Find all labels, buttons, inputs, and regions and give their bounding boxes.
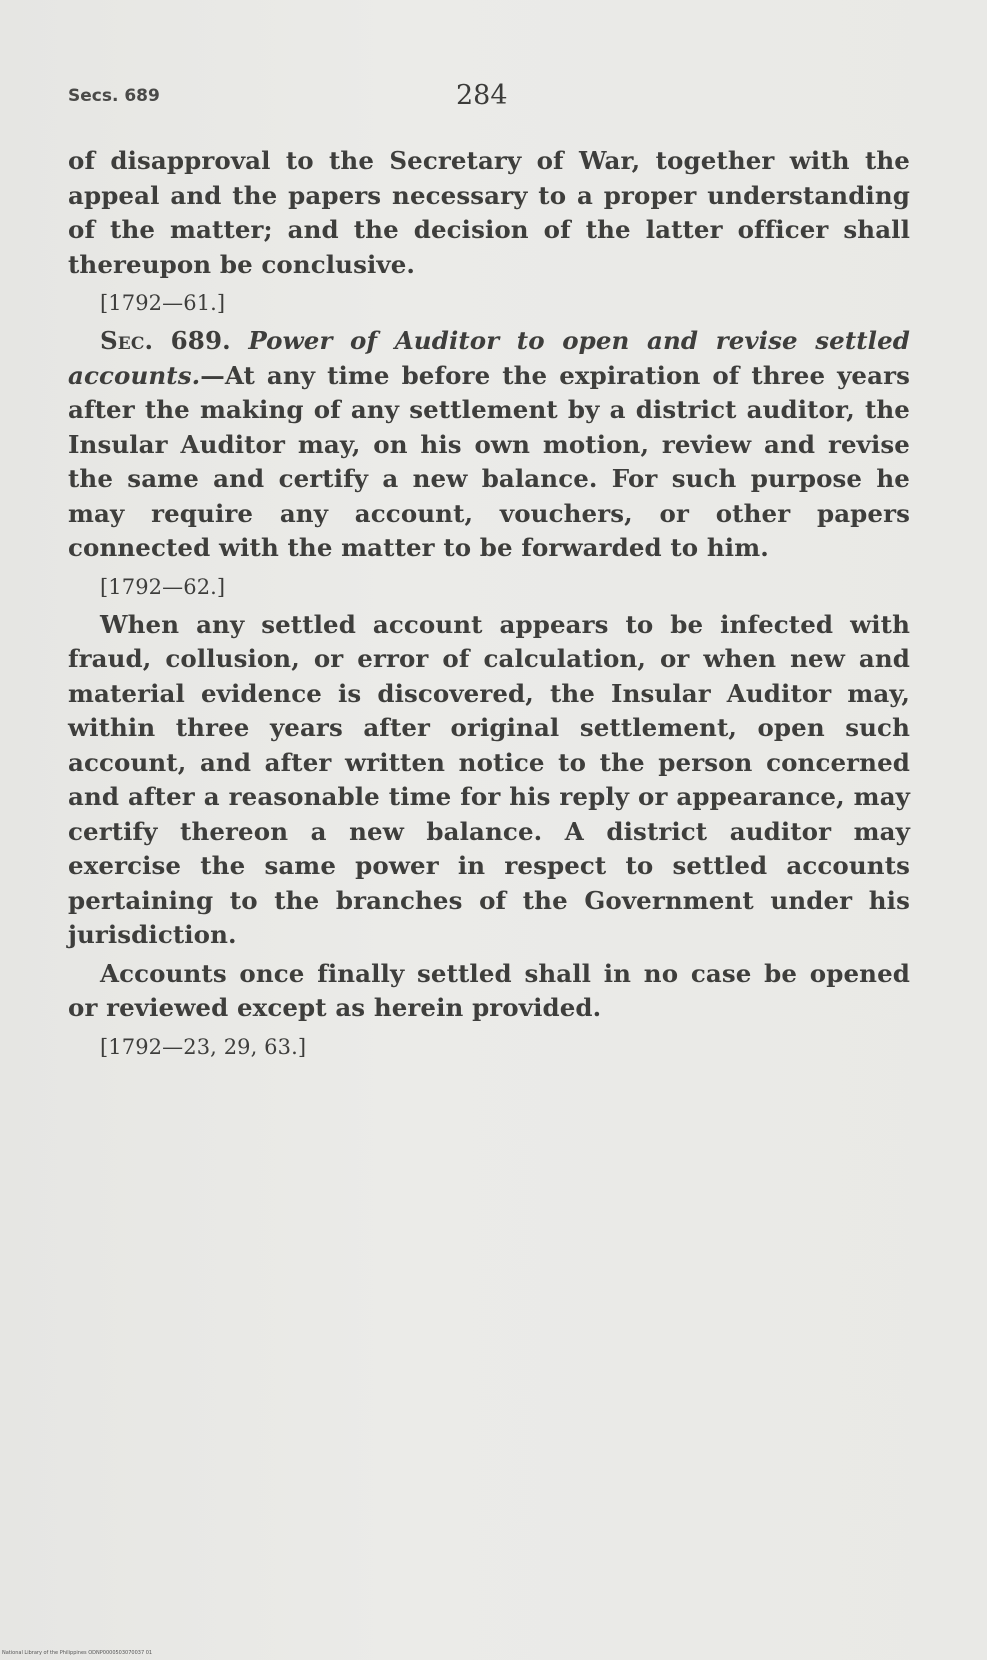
body-text	[68, 144, 910, 1068]
page-number: 284	[456, 80, 508, 111]
page-header	[68, 80, 908, 120]
paragraph-finality: Accounts once finally settled shall in no case be opened or reviewed except as herein provided.	[68, 958, 910, 1022]
citation-reference: [1792—23, 29, 63.]	[100, 1034, 307, 1059]
section-reference: Secs. 689	[68, 86, 160, 106]
section-label: Sec. 689.	[100, 326, 231, 355]
scan-footer-note: National Library of the Philippines ODNP0000503070037 01	[2, 1650, 153, 1656]
section-body: —At any time before the expiration of three years after the making of any settlement by a district auditor, the Insular Auditor may, on his own motion, review and revise the same and certify a new balance. For such purpose he may require any account, vouchers, or other papers connected with the matter to be forwarded to him.	[68, 360, 910, 562]
section-689-paragraph	[68, 324, 910, 566]
citation-reference: [1792—61.]	[100, 291, 226, 315]
section-title: Power of Auditor to open and revise settled accounts.	[68, 326, 911, 390]
paragraph-continuation: of disapproval to the Secretary of War, together with the appeal and the papers necessary to a proper understanding of the matter; and the decision of the latter officer shall thereupon be conclusive.	[68, 146, 910, 279]
citation-reference: [1792—62.]	[100, 574, 226, 599]
paragraph-settled-accounts: When any settled account appears to be infected with fraud, collusion, or error of calculation, or when new and material evidence is discovered, the Insular Auditor may, within three years after original settlement, open such account, and after written notice to the person concerned and after a reasonable time for his reply or appearance, may certify thereon a new balance. A district auditor may exercise the same power in respect to settled accounts pertaining to the branches of the Government under his jurisdiction.	[68, 609, 910, 949]
